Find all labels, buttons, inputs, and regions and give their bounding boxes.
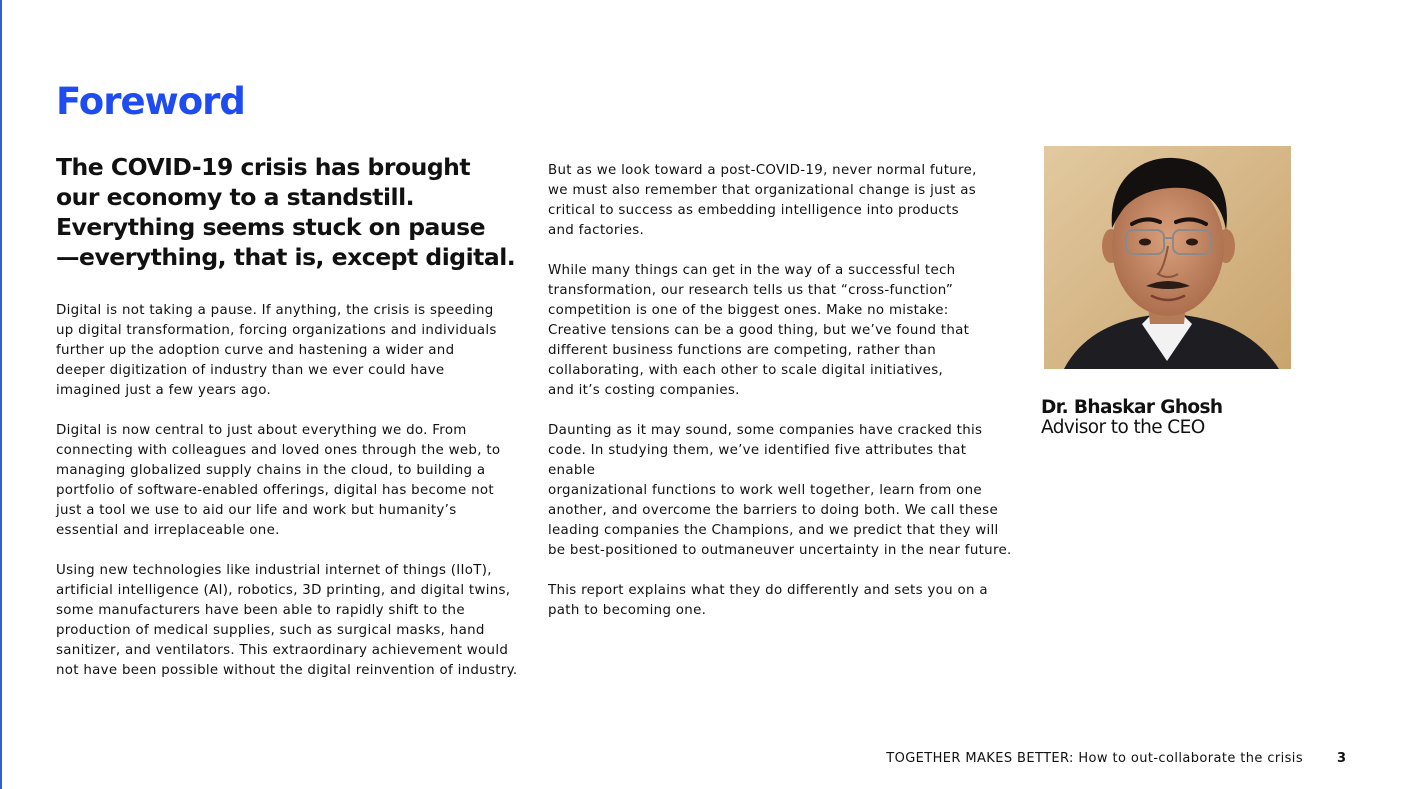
footer-report-title: TOGETHER MAKES BETTER: How to out-collaborate the crisis — [886, 751, 1303, 766]
author-role: Advisor to the CEO — [1041, 417, 1205, 438]
body-column-middle — [548, 161, 1018, 641]
body-paragraph: Using new technologies like industrial internet of things (IIoT), artificial intelligence (AI), robotics, 3D printing, and digital twins, some manufacturers have been able to rapidly shift to the production of medical supplies, such as surgical masks, hand sanitizer, and ventilators. This extraordinary achievement would not have been possible without the digital reinvention of industry. — [56, 563, 518, 678]
body-paragraph: This report explains what they do differently and sets you on a path to becoming one. — [548, 583, 988, 618]
page-number: 3 — [1337, 751, 1347, 766]
body-paragraph: Daunting as it may sound, some companies have cracked this code. In studying them, we’ve identified five attributes that enable organizational functions to work well together, learn from one another, and overcome the barriers to doing both. We call these leading companies the Champions, and we predict that they will be best-positioned to outmaneuver uncertainty in the near future. — [548, 423, 1012, 558]
body-paragraph: While many things can get in the way of a successful tech transformation, our research tells us that “cross-function” competition is one of the biggest ones. Make no mistake: Creative tensions can be a good thing, but we’ve found that different business functions are competing, rather than collaborating, with each other to scale digital initiatives, and it’s costing companies. — [548, 263, 970, 398]
page-title: Foreword — [56, 80, 245, 123]
left-edge-rule — [0, 0, 2, 789]
body-paragraph: Digital is not taking a pause. If anything, the crisis is speeding up digital transformation, forcing organizations and individuals further up the adoption curve and hastening a wider and deeper digitization of industry than we ever could have imagined just a few years ago. — [56, 303, 497, 398]
author-portrait-illustration — [1044, 146, 1291, 369]
body-column-left — [56, 301, 526, 701]
author-portrait — [1044, 146, 1291, 369]
lead-statement: The COVID-19 crisis has brought our economy to a standstill. Everything seems stuck on pause —everything, that is, except digital. — [56, 153, 516, 271]
author-name: Dr. Bhaskar Ghosh — [1041, 397, 1223, 418]
body-paragraph: Digital is now central to just about everything we do. From connecting with colleagues and loved ones through the web, to managing globalized supply chains in the cloud, to building a portfolio of software-enabled offerings, digital has become not just a tool we use to aid our life and work but humanity’s essential and irreplaceable one. — [56, 423, 501, 538]
body-paragraph: But as we look toward a post-COVID-19, never normal future, we must also remember that organizational change is just as critical to success as embedding intelligence into products and factories. — [548, 163, 977, 238]
